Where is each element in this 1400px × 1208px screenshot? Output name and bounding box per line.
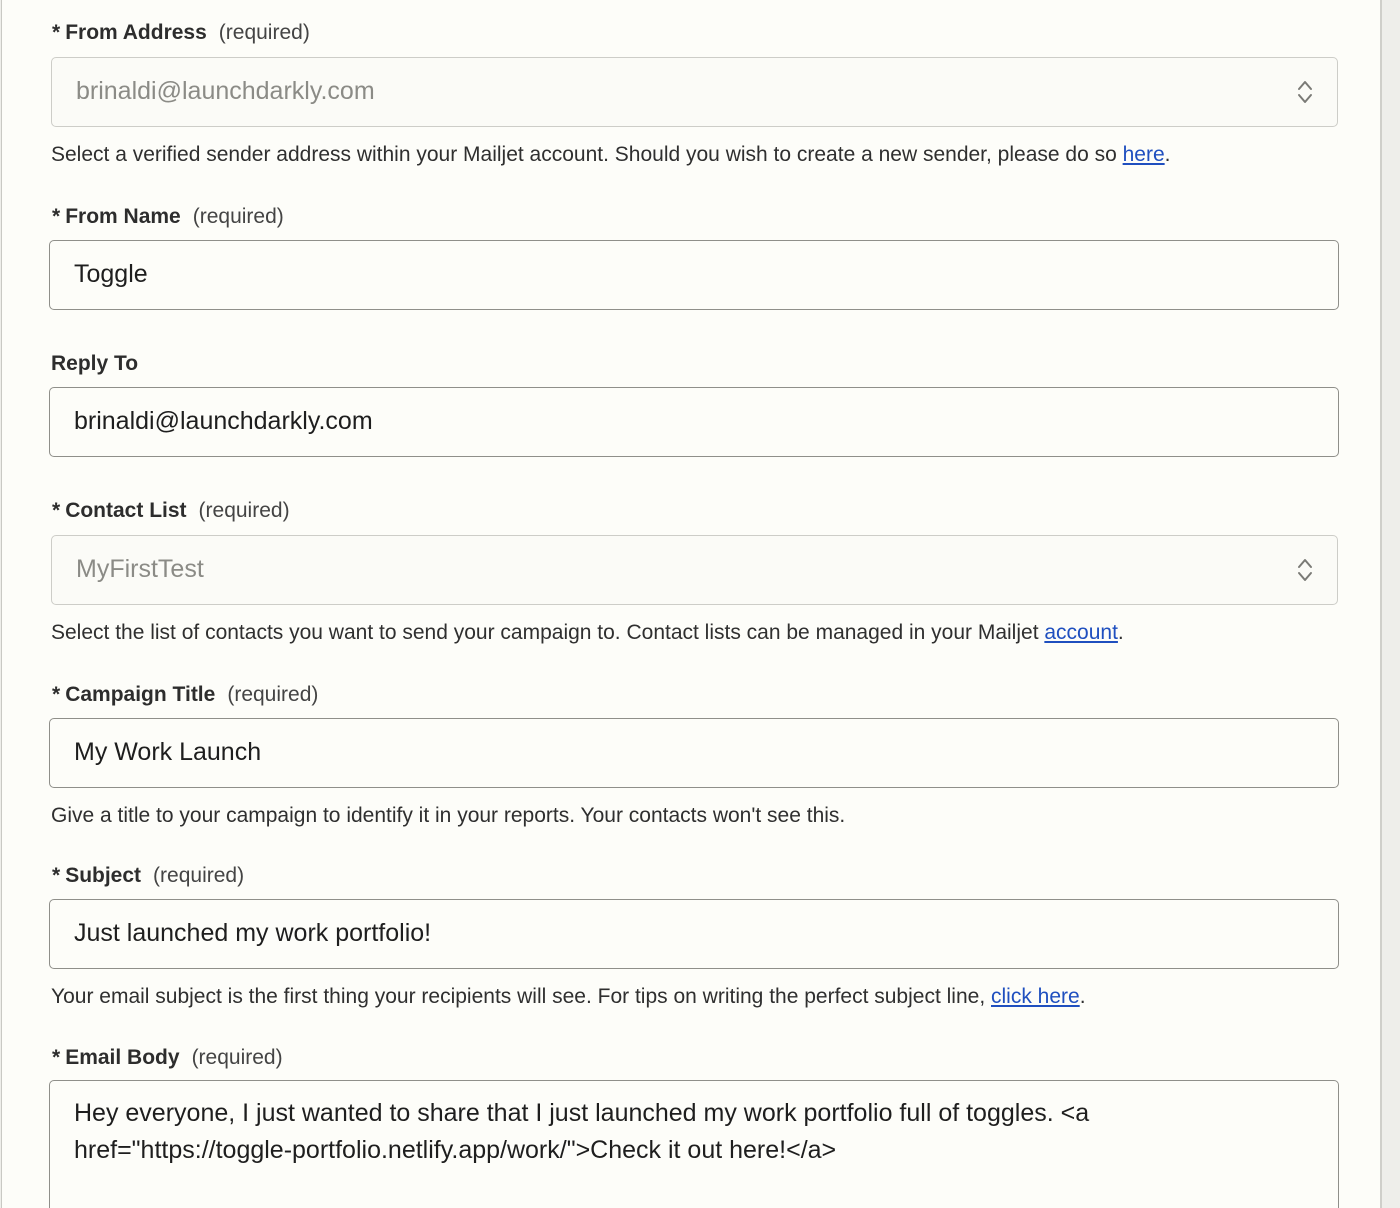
campaign-title-label (49, 681, 1339, 709)
reply-to-value: brinaldi@launchdarkly.com (74, 407, 373, 435)
from-address-label-text: From Address (65, 21, 207, 44)
reply-to-label (49, 350, 1339, 378)
from-address-help (51, 143, 1339, 167)
from-name-value: Toggle (74, 260, 148, 288)
contact-list-label (49, 497, 1339, 525)
chevron-up-down-icon (1295, 556, 1315, 584)
help-period: . (1079, 985, 1086, 1008)
contact-list-help (51, 621, 1339, 645)
from-address-help-text: Select a verified sender address within your Mailjet account. Should you wish to create a new sender, please do so (51, 143, 1123, 166)
from-name-input[interactable] (49, 240, 1339, 310)
create-sender-link[interactable]: here (1122, 143, 1165, 166)
campaign-title-label-text: Campaign Title (65, 683, 216, 706)
help-period: . (1117, 621, 1124, 644)
from-address-select[interactable] (51, 57, 1338, 127)
required-marker: * (52, 205, 61, 228)
required-text: (required) (198, 499, 290, 522)
from-name-label-text: From Name (65, 205, 181, 228)
email-body-field (49, 1044, 1339, 1208)
help-period: . (1164, 143, 1171, 166)
subject-help (51, 985, 1339, 1009)
chevron-up-down-icon (1295, 78, 1315, 106)
contact-list-field (49, 497, 1339, 645)
required-marker: * (52, 21, 61, 44)
subject-label (49, 862, 1339, 890)
campaign-title-value: My Work Launch (74, 738, 262, 766)
from-address-field (49, 19, 1339, 167)
required-text: (required) (153, 864, 245, 887)
subject-tips-link[interactable]: click here (991, 985, 1080, 1008)
email-body-textarea[interactable] (49, 1080, 1339, 1208)
campaign-title-input[interactable] (49, 718, 1339, 788)
reply-to-field (49, 350, 1339, 457)
reply-to-input[interactable] (49, 387, 1339, 457)
mailjet-account-link[interactable]: account (1044, 621, 1118, 644)
required-text: (required) (192, 205, 284, 228)
subject-label-text: Subject (65, 864, 142, 887)
required-text: (required) (218, 21, 310, 44)
required-text: (required) (191, 1046, 283, 1069)
subject-value: Just launched my work portfolio! (74, 919, 432, 947)
contact-list-help-text: Select the list of contacts you want to send your campaign to. Contact lists can be managed in your Mailjet (51, 621, 1045, 644)
email-body-label (49, 1044, 1339, 1072)
from-name-field (49, 203, 1339, 310)
required-marker: * (52, 499, 61, 522)
campaign-title-help: Give a title to your campaign to identify it in your reports. Your contacts won't see this. (51, 804, 846, 827)
from-name-label (49, 203, 1339, 231)
required-marker: * (52, 1046, 61, 1069)
required-marker: * (52, 683, 61, 706)
campaign-title-field (49, 681, 1339, 828)
required-text: (required) (227, 683, 319, 706)
form-panel (1, 0, 1382, 1208)
contact-list-label-text: Contact List (65, 499, 187, 522)
subject-help-text: Your email subject is the first thing your recipients will see. For tips on writing the perfect subject line, (51, 985, 991, 1008)
contact-list-value: MyFirstTest (76, 555, 204, 583)
subject-input[interactable] (49, 899, 1339, 969)
email-body-value: Hey everyone, I just wanted to share that I just launched my work portfolio full of toggles. <a href="https://toggle-portfolio.netlify.app/work/">Check it out here!</a> (74, 1099, 1090, 1164)
contact-list-select[interactable] (51, 535, 1338, 605)
required-marker: * (52, 864, 61, 887)
email-body-label-text: Email Body (65, 1046, 180, 1069)
from-address-value: brinaldi@launchdarkly.com (76, 77, 375, 105)
from-address-label (49, 19, 1339, 47)
subject-field (49, 862, 1339, 1009)
reply-to-label-text: Reply To (51, 352, 139, 375)
